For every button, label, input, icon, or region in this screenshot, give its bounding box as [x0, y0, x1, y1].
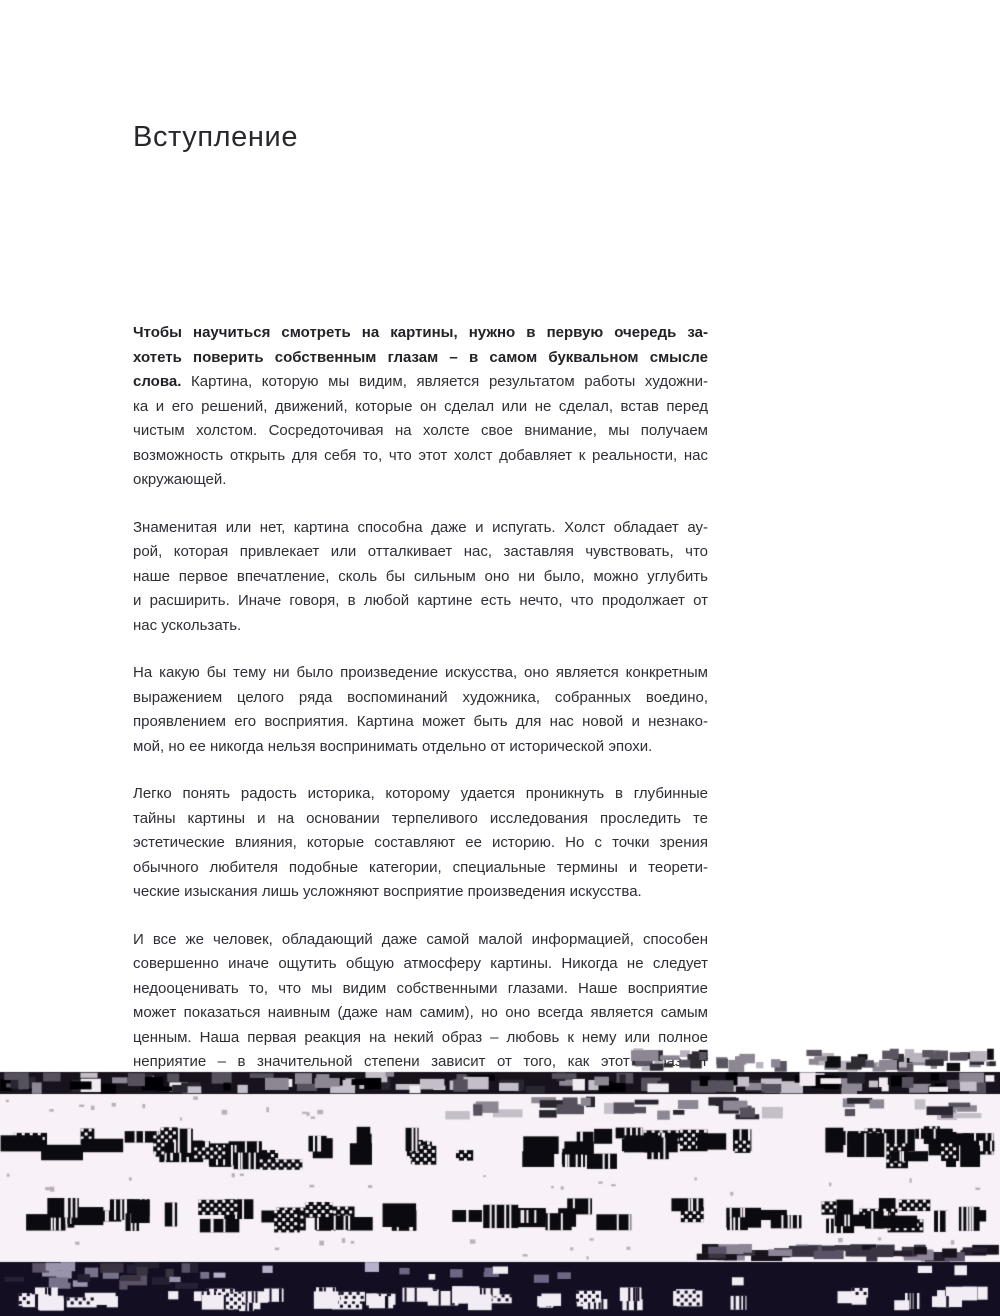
paragraph — [133, 782, 708, 905]
text-line: слова. Картина, которую мы видим, является результатом работы художни- — [133, 373, 708, 390]
text-line: возможность открыть для себя то, что этот холст добавляет к реальности, нас — [133, 446, 708, 464]
text-line: рой, которая привлекает или отталкивает нас, заставляя чувствовать, что — [133, 543, 708, 560]
text-line: мой, но ее никогда нельзя воспринимать отдельно от исторической эпохи. — [133, 737, 653, 755]
text-line: Знаменитая или нет, картина способна даже и испугать. Холст обладает ау- — [133, 518, 708, 536]
text-line: выражением целого ряда воспоминаний художника, собранных воедино, — [133, 688, 708, 706]
corrupted-image-noise-band — [0, 1048, 1000, 1316]
text-line: и расширить. Иначе говоря, в любой картине есть нечто, что продолжает от — [133, 592, 708, 609]
text-line: ценным. Наша первая реакция на некий образ – любовь к нему или полное — [133, 1028, 708, 1046]
text-line: проявлением его восприятия. Картина может быть для нас новой и незнако- — [133, 713, 708, 730]
text-line: И все же человек, обладающий даже самой малой информацией, способен — [133, 930, 708, 948]
text-line: Легко понять радость историка, которому удается проникнуть в глубинные — [133, 785, 708, 802]
paragraph — [133, 661, 708, 759]
body-text — [133, 321, 708, 1098]
text-line: Чтобы научиться смотреть на картины, нужно в первую очередь за- — [133, 324, 708, 341]
text-line: чистым холстом. Сосредоточивая на холсте свое внимание, мы получаем — [133, 422, 708, 439]
paragraph — [133, 321, 708, 493]
text-line: эстетические влияния, которые составляют ее историю. Но с точки зрения — [133, 834, 708, 851]
paragraph — [133, 516, 708, 639]
text-line: тайны картины и на основании терпеливого исследования проследить те — [133, 809, 708, 827]
text-line: недооценивать то, что мы видим собственными глазами. Наше восприятие — [133, 979, 708, 997]
text-line: окружающей. — [133, 471, 227, 488]
text-line: наше первое впечатление, сколь бы сильным оно ни было, можно углубить — [133, 567, 708, 585]
text-line: совершенно иначе ощутить общую атмосферу картины. Никогда не следует — [133, 955, 708, 972]
text-line: ка и его решений, движений, которые он сделал или не сделал, встав перед — [133, 397, 708, 415]
text-line: хотеть поверить собственным глазам – в самом буквальном смысле — [133, 348, 708, 366]
chapter-title: Вступление — [133, 121, 299, 153]
text-line: На какую бы тему ни было произведение искусства, оно является конкретным — [133, 664, 708, 681]
text-line: нас ускользать. — [133, 616, 242, 634]
text-line: может показаться наивным (даже нам самим), но оно всегда является самым — [133, 1004, 708, 1021]
text-line: ческие изыскания лишь усложняют восприятие произведения искусства. — [133, 883, 642, 900]
text-line: обычного любителя подобные категории, специальные термины и теорети- — [133, 858, 708, 876]
